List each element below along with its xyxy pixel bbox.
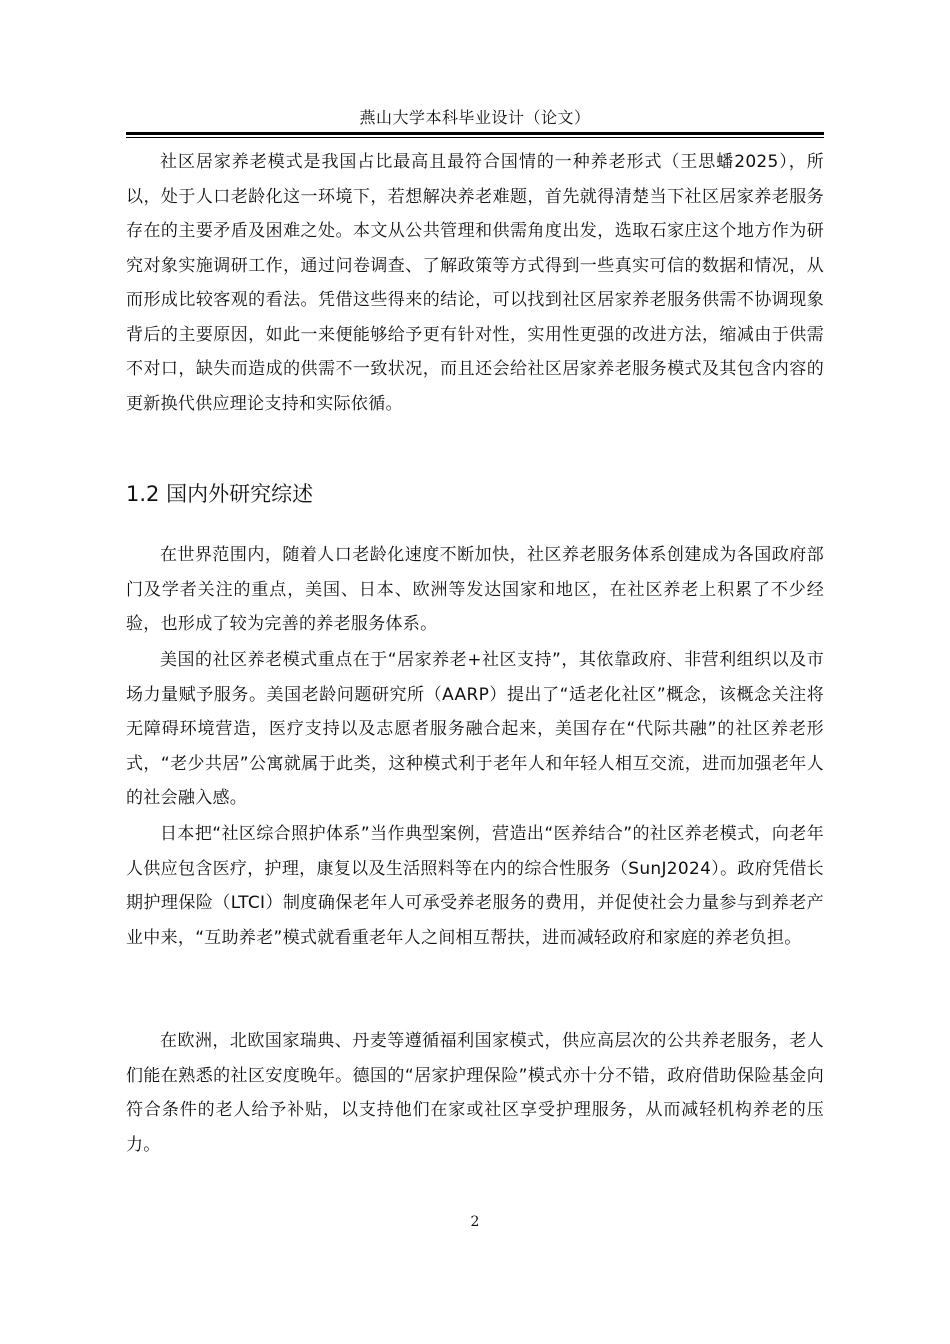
page-number: 2 [470,1214,480,1230]
header-rule-thin [126,137,824,138]
header-rule-thick [126,132,824,135]
running-header: 燕山大学本科毕业设计（论文） [359,108,591,127]
section-heading: 1.2 国内外研究综述 [126,482,314,506]
paragraph-1: 社区居家养老模式是我国占比最高且最符合国情的一种养老形式（王思蟠2025），所以，处于人口老龄化这一环境下，若想解决养老难题，首先就得清楚当下社区居家养老服务存在的主要矛盾及困难之处。本文从公共管理和供需角度出发，选取石家庄这个地方作为研究对象实施调研工作，通过问卷调查、了解政策等方式得到一些真实可信的数据和情况，从而形成比较客观的看法。凭借这些得来的结论，可以找到社区居家养老服务供需不协调现象背后的主要原因，如此一来便能够给予更有针对性，实用性更强的改进方法，缩减由于供需不对口，缺失而造成的供需不一致状况，而且还会给社区居家养老服务模式及其包含内容的更新换代供应理论支持和实际依循。 [126,152,824,414]
paragraph-4: 日本把“社区综合照护体系”当作典型案例，营造出“医养结合”的社区养老模式，向老年人供应包含医疗，护理，康复以及生活照料等在内的综合性服务（SunJ2024）。政府凭借长期护理保险（LTCI）制度确保老年人可承受养老服务的费用，并促使社会力量参与到养老产业中来，“互助养老”模式就看重老年人之间相互帮扶，进而减轻政府和家庭的养老负担。 [126,824,824,948]
paragraph-5: 在欧洲，北欧国家瑞典、丹麦等遵循福利国家模式，供应高层次的公共养老服务，老人们能在熟悉的社区安度晚年。德国的“居家护理保险”模式亦十分不错，政府借助保险基金向符合条件的老人给予补贴，以支持他们在家或社区享受护理服务，从而减轻机构养老的压力。 [126,1031,824,1155]
paragraph-2: 在世界范围内，随着人口老龄化速度不断加快，社区养老服务体系创建成为各国政府部门及学者关注的重点，美国、日本、欧洲等发达国家和地区，在社区养老上积累了不少经验，也形成了较为完善的养老服务体系。 [126,545,824,634]
paragraph-3: 美国的社区养老模式重点在于“居家养老+社区支持”，其依靠政府、非营利组织以及市场力量赋予服务。美国老龄问题研究所（AARP）提出了“适老化社区”概念，该概念关注将无障碍环境营造，医疗支持以及志愿者服务融合起来，美国存在“代际共融”的社区养老形式，“老少共居”公寓就属于此类，这种模式利于老年人和年轻人相互交流，进而加强老年人的社会融入感。 [126,650,824,808]
